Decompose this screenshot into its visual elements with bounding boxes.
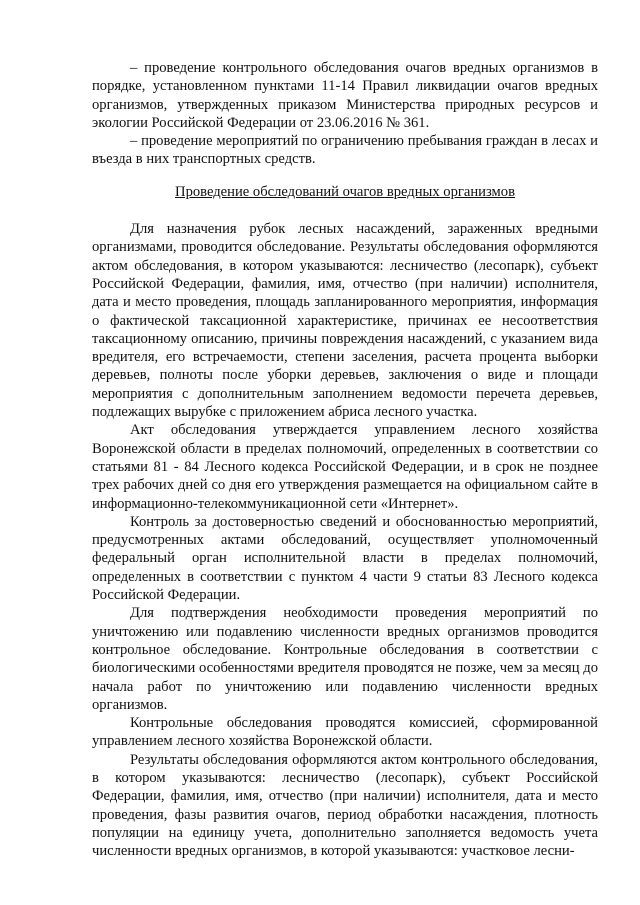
paragraph-control-survey-act: Результаты обследования оформляются актом контрольного обследования, в котором указываются: лесничество (лесопарк), субъект Российской Федерации, фамилия, имя, отчество (при наличии) исполнителя, дата и место проведения, фазы развития очагов, период обработки насаждения, плотность популяции на единицу учета, дополнительно заполняется ведомость учета численности вредных организмов, в которой указываются: участковое лесни- xyxy=(92,751,598,860)
paragraph-act-approval: Акт обследования утверждается управлением лесного хозяйства Воронежской области в пределах полномочий, определенных в соответствии со статьями 81 - 84 Лесного кодекса Российской Федерации, и в срок не позднее трех рабочих дней со дня его утверждения размещается на официальном сайте в информационно-телекоммуникационной сети «Интернет». xyxy=(92,422,598,512)
paragraph-survey-act: Для назначения рубок лесных насаждений, зараженных вредными организмами, проводится обследование. Результаты обследования оформляются актом обследования, в котором указываются: лесничество (лесопарк), субъект Российской Федерации, фамилия, имя, отчество (при наличии) исполнителя, дата и место проведения, площадь запланированного мероприятия, информация о фактической таксационной характеристике, причинах ее несоответствия таксационному описанию, причины повреждения насаждений, с указанием вида вредителя, его встречаемости, степени заселения, расчета процента выборки деревьев, полноты после уборки деревьев, заключения о виде и площади мероприятия с дополнительным заполнением ведомости перечета деревьев, подлежащих вырубке с приложением абриса лесного участка. xyxy=(92,221,598,421)
paragraph-commission: Контрольные обследования проводятся комиссией, сформированной управлением лесного хозяйства Воронежской области. xyxy=(92,715,598,750)
paragraph-control-survey-timing: Для подтверждения необходимости проведения мероприятий по уничтожению или подавлению численности вредных организмов проводится контрольное обследование. Контрольные обследования в соответствии с биологическими особенностями вредителя проводятся не позже, чем за месяц до начала работ по уничтожению или подавлению численности вредных организмов. xyxy=(92,605,598,713)
document-body xyxy=(92,59,598,860)
bullet-restriction-measures: – проведение мероприятий по ограничению пребывания граждан в лесах и въезда в них транспортных средств. xyxy=(92,133,598,168)
bullet-control-survey: – проведение контрольного обследования очагов вредных организмов в порядке, установленном пунктами 11-14 Правил ликвидации очагов вредных организмов, утвержденных приказом Министерства природных ресурсов и экологии Российской Федерации от 23.06.2016 № 361. xyxy=(92,60,598,131)
paragraph-control-oversight: Контроль за достоверностью сведений и обоснованностью мероприятий, предусмотренных актами обследований, осуществляет уполномоченный федеральный орган исполнительной власти в пределах полномочий, определенных в соответствии с пунктом 4 части 9 статьи 83 Лесного кодекса Российской Федерации. xyxy=(92,513,598,604)
section-heading: Проведение обследований очагов вредных организмов xyxy=(175,183,515,200)
